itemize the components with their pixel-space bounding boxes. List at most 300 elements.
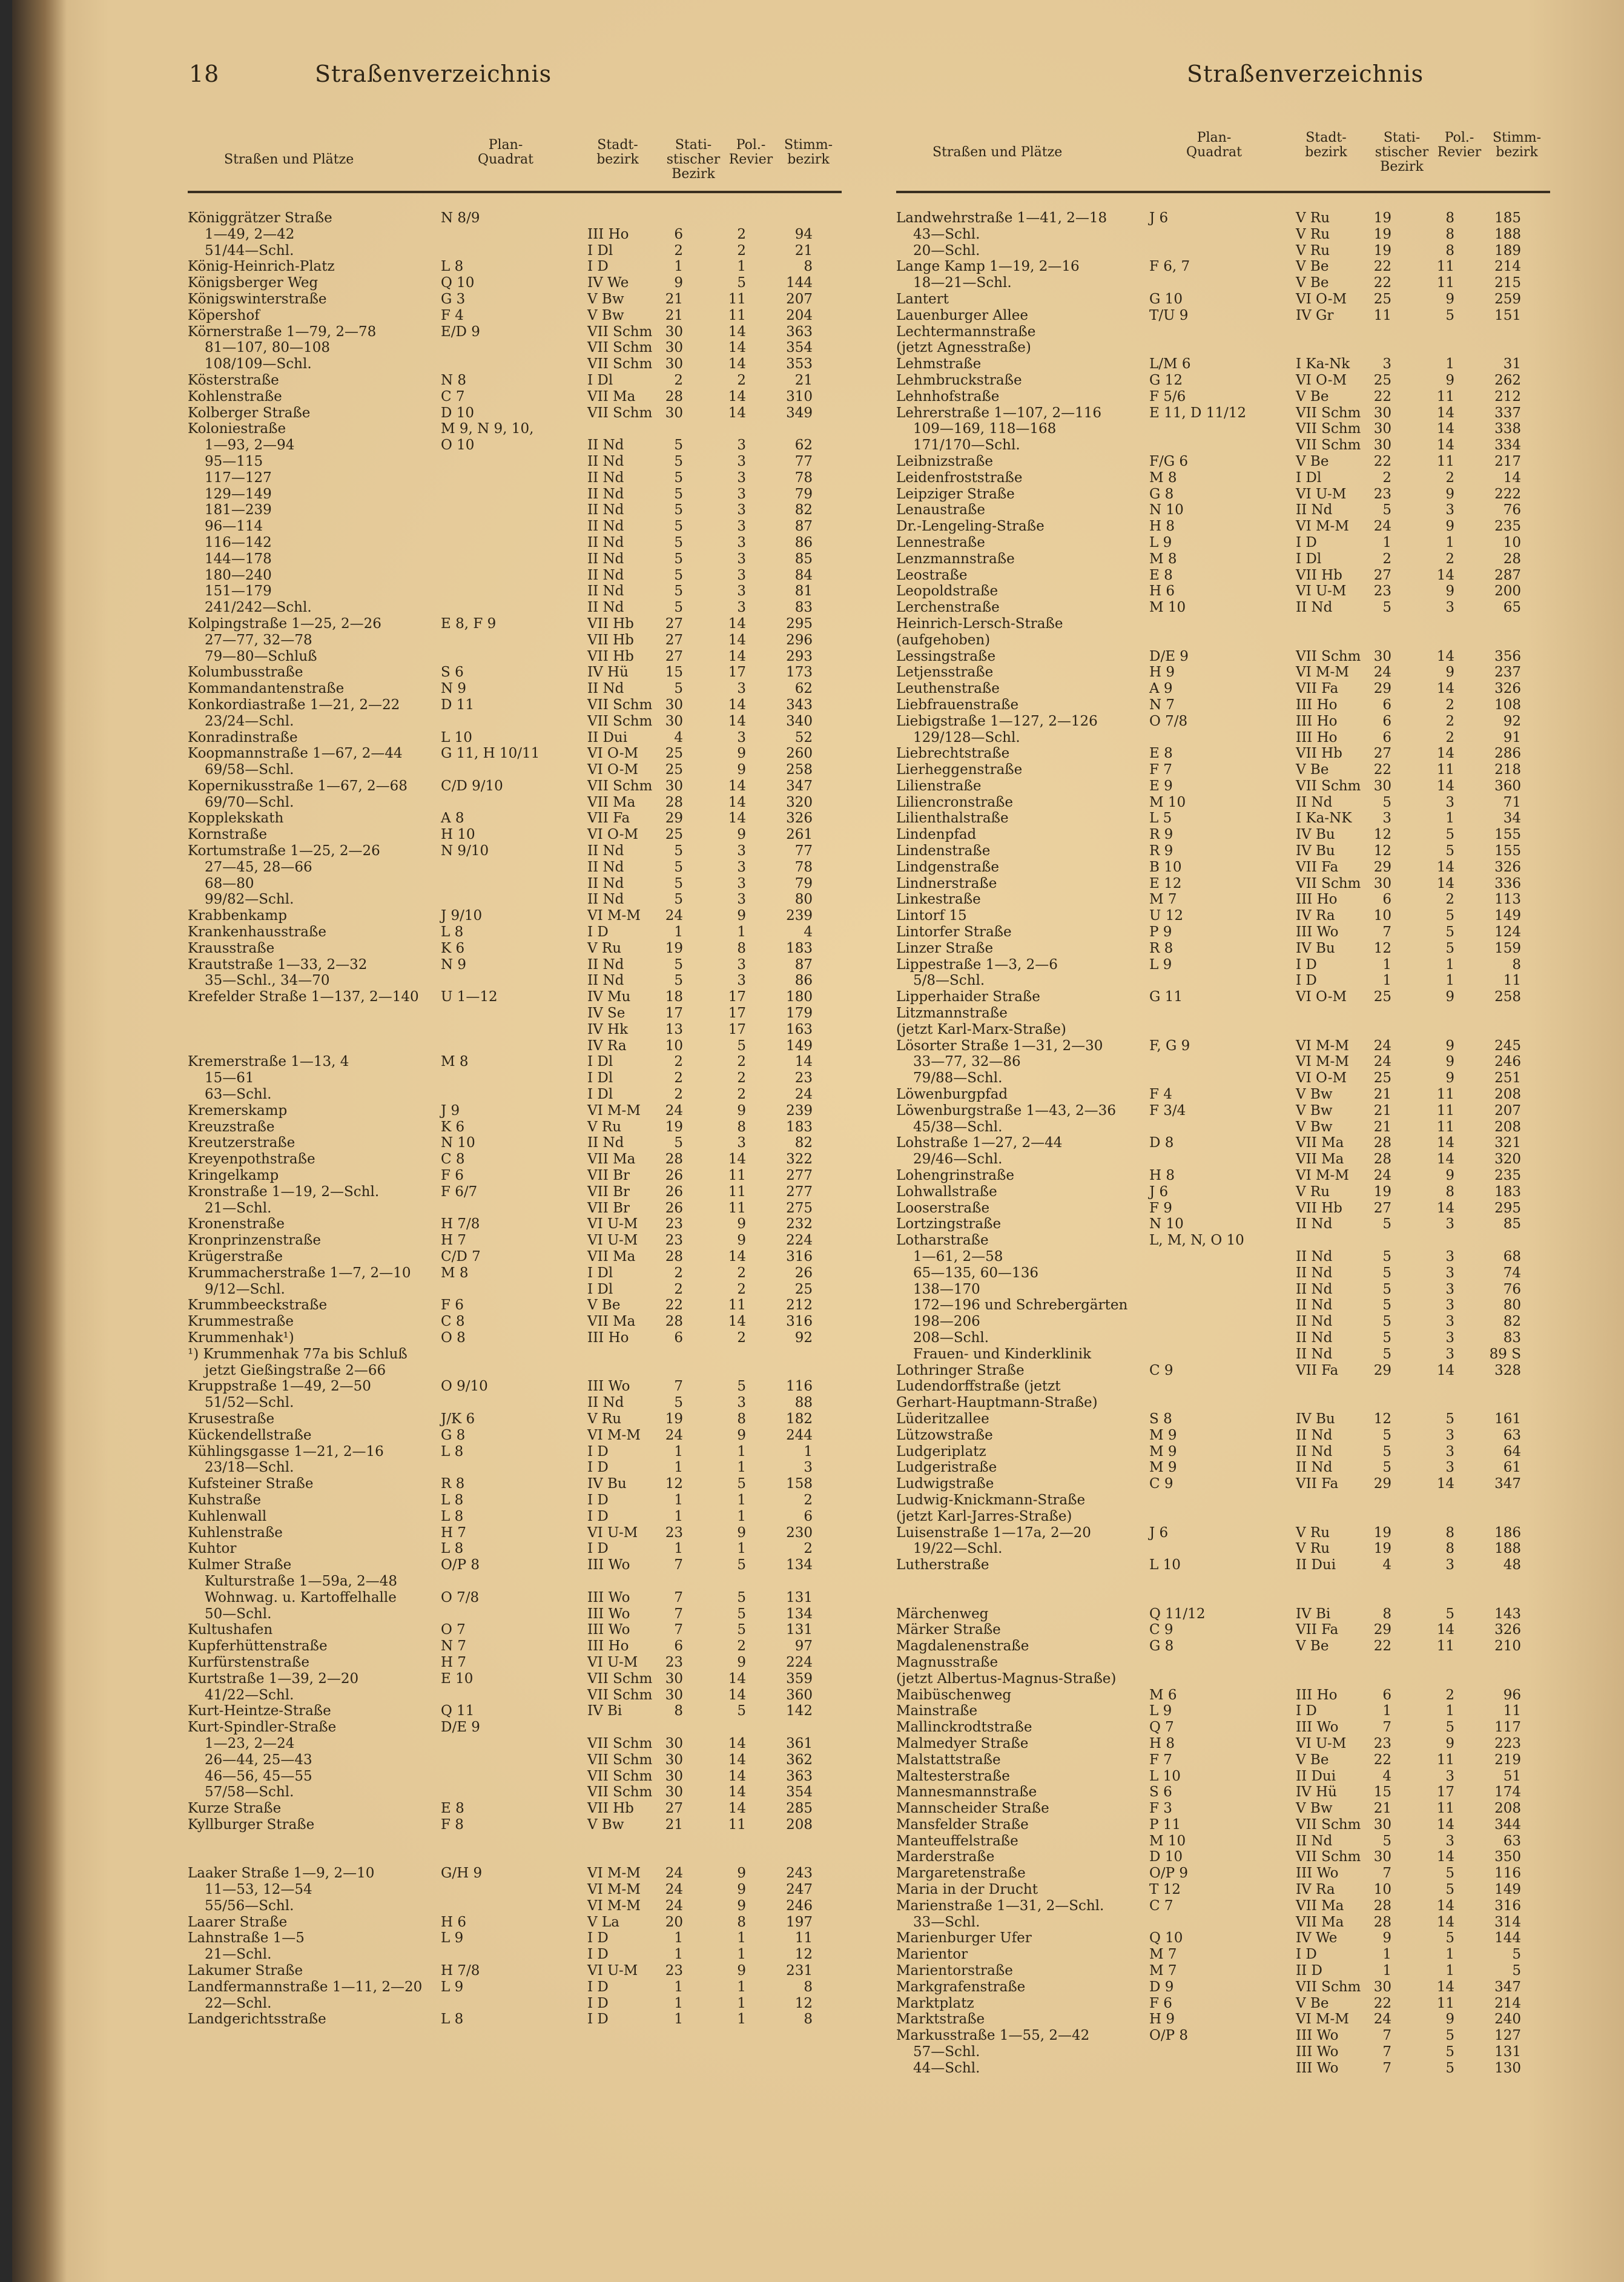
cell-stimm: 88 [794,1395,813,1411]
cell-pol: 5 [737,1622,746,1638]
table-row [188,437,842,454]
table-row [188,697,842,713]
cell-plan: D 8 [1149,1135,1174,1151]
cell-name: Kortumstraße 1—25, 2—26 [188,843,380,859]
cell-name: Marienburger Ufer [896,1930,1032,1946]
cell-stadt: VI U-M [587,1232,638,1249]
cell-stimm: 94 [794,226,813,242]
table-row [188,859,842,876]
cell-plan: N 10 [441,1135,475,1151]
cell-stat: 22 [1373,388,1391,405]
cell-stimm: 208 [1494,1086,1521,1103]
cell-stadt: II Nd [1296,1329,1333,1346]
cell-stadt: V Ru [1296,226,1330,242]
cell-name: 51/44—Schl. [205,242,294,259]
cell-name: 19/22—Schl. [913,1541,1003,1557]
table-row [896,1216,1550,1232]
cell-name: Kronprinzenstraße [188,1232,321,1249]
cell-plan: H 7/8 [441,1216,480,1232]
cell-plan: G 11, H 10/11 [441,746,540,762]
cell-stimm: 179 [786,1005,813,1022]
cell-stimm: 80 [794,891,813,908]
cell-plan: E 8 [1149,567,1173,583]
cell-stimm: 62 [794,437,813,454]
table-row [188,1703,842,1719]
cell-pol: 2 [737,1265,746,1281]
cell-pol: 1 [1445,810,1454,827]
cell-stimm: 91 [1503,729,1521,746]
cell-stat: 5 [1382,1297,1391,1314]
cell-plan: H 6 [441,1914,467,1930]
cell-name: Landfermannstraße 1—11, 2—20 [188,1979,423,1995]
cell-pol: 2 [1445,1687,1454,1703]
cell-plan: L 8 [441,259,464,275]
cell-stadt: I D [587,1979,609,1995]
cell-plan: G 11 [1149,989,1183,1005]
cell-stadt: VI U-M [1296,583,1347,600]
cell-name: Laaker Straße 1—9, 2—10 [188,1865,375,1882]
cell-stimm: 97 [794,1638,813,1655]
cell-stat: 28 [1373,1135,1391,1151]
cell-stat: 5 [674,956,683,973]
cell-pol: 5 [1445,2060,1454,2076]
cell-stadt: VII Ma [587,1151,636,1168]
cell-name: 57/58—Schl. [205,1784,294,1801]
cell-name: Kulturstraße 1—59a, 2—48 [205,1573,398,1589]
cell-pol: 5 [737,1557,746,1573]
cell-name: Letjensstraße [896,664,994,681]
cell-pol: 11 [1436,388,1454,405]
cell-stat: 22 [1373,762,1391,778]
cell-plan: K 6 [441,1119,465,1135]
cell-stadt: V Be [1296,388,1329,405]
cell-name: (jetzt Albertus-Magnus-Straße) [896,1670,1117,1687]
table-row [896,324,1550,340]
cell-stimm: 326 [786,810,813,827]
cell-pol: 5 [737,1606,746,1622]
cell-pol: 9 [737,1232,746,1249]
cell-stadt: VI M-M [587,908,641,924]
table-row [188,1509,842,1525]
cell-stimm: 295 [786,615,813,632]
cell-name: 11—53, 12—54 [205,1882,312,1898]
cell-plan: A 8 [441,810,464,827]
table-row [896,664,1550,681]
cell-plan: F 6 [1149,1995,1172,2011]
cell-stat: 25 [1373,372,1391,388]
cell-pol: 3 [737,891,746,908]
cell-pol: 3 [737,518,746,535]
cell-pol: 9 [1445,1168,1454,1184]
cell-stat: 25 [665,746,683,762]
cell-stimm: 21 [794,372,813,388]
cell-stimm: 76 [1503,1281,1521,1297]
cell-name: Krügerstraße [188,1249,283,1265]
cell-pol: 14 [728,388,746,405]
cell-stadt: V Bw [1296,1801,1333,1817]
table-row [188,210,842,227]
cell-stat: 21 [665,307,683,323]
cell-plan: L 9 [1149,1703,1172,1719]
cell-stat: 12 [1373,1411,1391,1427]
cell-stimm: 260 [786,746,813,762]
cell-stadt: III Wo [1296,2060,1339,2076]
cell-plan: C/D 9/10 [441,778,503,794]
cell-stat: 30 [665,340,683,356]
cell-pol: 8 [1445,1183,1454,1200]
cell-plan: O/P 9 [1149,1865,1189,1882]
cell-stat: 15 [665,664,683,681]
cell-plan: L 8 [441,2011,464,2028]
cell-stat: 1 [674,924,683,941]
table-row [896,1525,1550,1541]
cell-stadt: IV Ra [1296,908,1335,924]
table-row [896,502,1550,518]
cell-name: 79/88—Schl. [913,1070,1003,1086]
table-row [896,1038,1550,1054]
table-row [188,486,842,503]
cell-stat: 23 [665,1654,683,1670]
cell-stadt: VII Hb [587,632,634,648]
cell-plan: P 11 [1149,1816,1181,1833]
cell-pol: 14 [1436,1476,1454,1492]
cell-stadt: VII Hb [1296,1200,1342,1216]
cell-plan: N 9/10 [441,843,489,859]
table-row [188,1265,842,1282]
table-row [188,1865,842,1882]
cell-stadt: II Nd [587,891,624,908]
table-row [188,1946,842,1963]
cell-name: 1—61, 2—58 [913,1249,1003,1265]
table-row [896,291,1550,308]
cell-pol: 9 [1445,486,1454,502]
table-row [188,1752,842,1768]
cell-pol: 11 [1436,1086,1454,1103]
table-row [896,1135,1550,1151]
cell-stat: 1 [674,1460,683,1476]
cell-stadt: II Nd [1296,1460,1333,1476]
cell-stat: 19 [1373,1183,1391,1200]
cell-plan: C 8 [441,1314,465,1330]
cell-stat: 10 [1373,908,1391,924]
cell-stadt: V Ru [1296,1541,1330,1557]
cell-name: Lippestraße 1—3, 2—6 [896,956,1058,973]
table-row [188,1151,842,1168]
cell-stimm: 275 [786,1200,813,1216]
cell-stat: 6 [1382,713,1391,729]
cell-pol: 2 [737,1070,746,1086]
cell-stadt: VII Ma [587,388,636,405]
cell-stadt: VII Schm [587,1768,653,1784]
cell-stat: 5 [1382,1443,1391,1460]
cell-stat: 8 [1382,1606,1391,1622]
cell-plan: F 7 [1149,762,1172,778]
cell-pol: 14 [728,648,746,664]
cell-name: Konradinstraße [188,729,298,746]
cell-stadt: VII Br [587,1183,630,1200]
table-row [896,795,1550,811]
cell-stat: 5 [1382,1427,1391,1443]
table-row [896,210,1550,227]
cell-stimm: 320 [1494,1151,1521,1168]
cell-stadt: I D [587,1541,609,1557]
cell-stadt: III Wo [1296,2028,1339,2044]
cell-stimm: 212 [786,1297,813,1314]
table-row [188,372,842,389]
cell-plan: U 1—12 [441,989,498,1005]
cell-name: Märker Straße [896,1622,1001,1638]
table-row [896,1655,1550,1671]
cell-stat: 19 [1373,210,1391,226]
cell-pol: 1 [737,2011,746,2028]
cell-stadt: VII Fa [1296,681,1339,697]
cell-stat: 20 [665,1914,683,1930]
cell-stadt: II Nd [587,583,624,600]
table-row [188,1849,842,1865]
cell-pol: 9 [1445,291,1454,307]
cell-name: Lintorf 15 [896,908,967,924]
cell-pol: 2 [737,1281,746,1297]
cell-pol: 3 [1445,1557,1454,1573]
cell-stimm: 8 [804,2011,813,2028]
cell-stadt: I Dl [1296,469,1322,486]
cell-plan: F 6/7 [441,1183,478,1200]
cell-name: Linkestraße [896,891,981,908]
cell-name: Lindenpfad [896,827,977,843]
cell-stat: 5 [1382,1281,1391,1297]
cell-name: Markgrafenstraße [896,1979,1026,1995]
cell-name: Königsberger Weg [188,275,319,291]
cell-pol: 14 [1436,405,1454,421]
table-row [896,1849,1550,1865]
cell-pol: 3 [737,551,746,567]
table-row [188,1914,842,1931]
cell-stadt: II Nd [587,534,624,551]
cell-stat: 22 [665,1297,683,1314]
table-row [896,762,1550,778]
table-row [188,1963,842,1979]
cell-plan: S 6 [1149,1784,1172,1801]
cell-stimm: 197 [786,1914,813,1930]
cell-name: Marienstraße 1—31, 2—Schl. [896,1897,1104,1914]
table-row [896,891,1550,908]
cell-plan: F 3/4 [1149,1102,1186,1119]
table-row [188,924,842,941]
cell-name: Ludwigstraße [896,1476,994,1492]
table-row [896,1622,1550,1638]
table-row [188,891,842,908]
table-row [188,713,842,730]
cell-stadt: II Nd [1296,1216,1333,1232]
cell-name: Krummbeeckstraße [188,1297,328,1314]
cell-stadt: VII Schm [1296,1979,1361,1995]
cell-pol: 11 [1436,275,1454,291]
cell-name: Kolberger Straße [188,405,311,421]
cell-pol: 3 [1445,600,1454,616]
cell-stimm: 204 [786,307,813,323]
table-row [188,1086,842,1103]
cell-stat: 5 [674,486,683,502]
cell-name: 57—Schl. [913,2044,980,2060]
table-row [896,2028,1550,2044]
cell-name: 18—21—Schl. [913,275,1012,291]
cell-name: Lange Kamp 1—19, 2—16 [896,259,1080,275]
cell-stadt: VII Hb [1296,567,1342,583]
cell-pol: 14 [1436,681,1454,697]
cell-name: Kornstraße [188,827,267,843]
cell-plan: J 9/10 [441,908,483,924]
cell-stadt: VII Fa [1296,1622,1339,1638]
table-row [896,1557,1550,1573]
cell-plan: F 6 [441,1297,464,1314]
cell-stadt: IV Bi [587,1703,622,1719]
cell-stat: 24 [1373,2011,1391,2028]
cell-stimm: 8 [804,1979,813,1995]
table-row [188,600,842,616]
cell-pol: 3 [1445,1216,1454,1232]
cell-plan: L 10 [1149,1768,1181,1784]
cell-stat: 10 [665,1037,683,1054]
table-row [896,1573,1550,1590]
table-row [896,1022,1550,1038]
cell-name: Krefelder Straße 1—137, 2—140 [188,989,419,1005]
cell-stat: 12 [1373,940,1391,956]
cell-stat: 25 [1373,291,1391,307]
cell-stimm: 87 [794,518,813,535]
cell-plan: L 9 [1149,956,1172,973]
table-row [188,1492,842,1509]
cell-pol: 11 [728,1183,746,1200]
cell-stadt: I Dl [587,1054,613,1070]
cell-stimm: 151 [1494,307,1521,323]
cell-stimm: 82 [794,1135,813,1151]
table-row [896,1330,1550,1346]
cell-stadt: IV Hk [587,1021,629,1037]
cell-stimm: 316 [786,1249,813,1265]
cell-name: 180—240 [205,567,272,583]
cell-stat: 30 [665,713,683,729]
cell-stat: 1 [674,1492,683,1508]
cell-plan: H 7 [441,1232,467,1249]
cell-plan: N 10 [1149,1216,1184,1232]
table-row [188,1655,842,1671]
cell-stimm: 24 [794,1086,813,1103]
cell-stat: 7 [674,1557,683,1573]
left-rows [188,193,842,2028]
cell-stadt: VII Schm [1296,875,1361,891]
cell-pol: 8 [1445,226,1454,242]
table-row [188,1135,842,1151]
cell-plan: T/U 9 [1149,307,1189,323]
cell-stimm: 83 [794,600,813,616]
col-pol-header: Pol.- Revier [728,137,773,167]
cell-name: Heinrich-Lersch-Straße [896,615,1063,632]
cell-name: Kolpingstraße 1—25, 2—26 [188,615,381,632]
cell-stimm: 360 [1494,778,1521,794]
cell-stadt: I D [587,1930,609,1946]
cell-stimm: 161 [1494,1411,1521,1427]
cell-stimm: 337 [1494,405,1521,421]
cell-plan: L 9 [1149,534,1172,551]
right-rows [896,193,1550,2077]
cell-pol: 8 [737,940,746,956]
cell-pol: 3 [737,453,746,469]
cell-stadt: II Dui [587,729,628,746]
cell-stadt: VII Schm [1296,778,1361,794]
left-column [188,121,842,2028]
cell-stadt: V Be [1296,1638,1329,1655]
cell-name: Kyllburger Straße [188,1816,315,1833]
cell-stadt: I D [587,1508,609,1524]
cell-name: Kreutzerstraße [188,1135,295,1151]
cell-stimm: 316 [786,1314,813,1330]
cell-name: Krausstraße [188,940,275,956]
cell-plan: L, M, N, O 10 [1149,1232,1244,1249]
cell-stat: 3 [1382,356,1391,372]
cell-stimm: 48 [1503,1557,1521,1573]
table-row [188,291,842,308]
cell-stadt: V Be [1296,1995,1329,2011]
cell-plan: C 9 [1149,1476,1173,1492]
cell-stadt: I Dl [587,1281,613,1297]
table-row [896,454,1550,470]
cell-stadt: III Wo [587,1557,630,1573]
cell-pol: 1 [737,1541,746,1557]
cell-stadt: III Ho [587,1638,629,1655]
cell-pol: 5 [737,1589,746,1606]
cell-pol: 3 [737,875,746,891]
table-row [188,973,842,989]
cell-plan: M 8 [1149,469,1177,486]
cell-stadt: II Nd [1296,1443,1333,1460]
cell-plan: M 9 [1149,1443,1177,1460]
table-row [188,567,842,584]
cell-name: 65—135, 60—136 [913,1265,1038,1281]
cell-stimm: 63 [1503,1427,1521,1443]
cell-stadt: IV Bi [1296,1606,1331,1622]
cell-stat: 11 [1373,307,1391,323]
cell-stat: 5 [674,681,683,697]
cell-stat: 5 [674,534,683,551]
table-row [188,1363,842,1379]
cell-name: Dr.-Lengeling-Straße [896,518,1045,535]
cell-name: 44—Schl. [913,2060,980,2076]
cell-pol: 14 [728,1249,746,1265]
cell-plan: T 12 [1149,1882,1181,1898]
cell-pol: 9 [1445,1037,1454,1054]
cell-stimm: 134 [786,1606,813,1622]
table-row [896,1914,1550,1931]
cell-name: Looserstraße [896,1200,990,1216]
cell-pol: 3 [737,956,746,973]
cell-name: Königswinterstraße [188,291,327,307]
cell-pol: 14 [728,778,746,794]
cell-stimm: 210 [1494,1638,1521,1655]
cell-name: Lechtermannstraße [896,323,1036,340]
cell-stimm: 286 [1494,746,1521,762]
table-row [188,259,842,275]
cell-stimm: 5 [1512,1946,1521,1963]
cell-stadt: VII Schm [587,1751,653,1768]
cell-name: Liliencronstraße [896,794,1014,810]
cell-stat: 22 [1373,1751,1391,1768]
cell-pol: 9 [1445,1735,1454,1751]
cell-name: Lortzingstraße [896,1216,1002,1232]
cell-stimm: 174 [1494,1784,1521,1801]
cell-stadt: II Nd [587,502,624,518]
table-row [188,356,842,372]
cell-plan: E 9 [1149,778,1173,794]
